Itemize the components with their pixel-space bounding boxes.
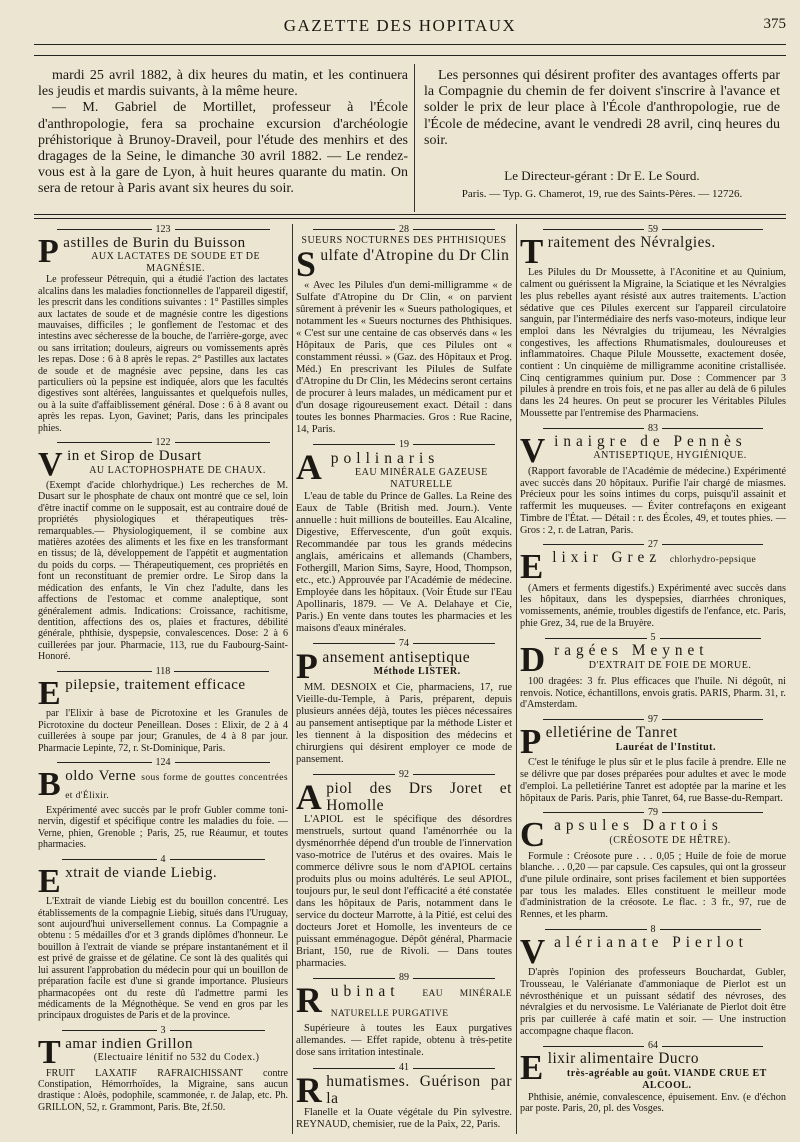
ad-subtitle: D'EXTRAIT DE FOIE DE MORUE. [588,660,752,672]
ad-body: par l'Elixir à base de Picrotoxine et les Granules de Picrotoxine du docteur Peneillean. Doses : Elixir, de 2 à 4 cuillerées à soupe par jour; Granules, de 4 à 8 par jour. Pharmacie Lepinte, 72, r. St-Dominique, Paris. [38,708,288,754]
ad-body: (Amers et ferments digestifs.) Expérimenté avec succès dans les hôpitaux, dans les dyspepsies, diarrhées chroniques, vomissements, anémie, troubles digestifs de l'enfance, etc. Paris, phie Grez, 34, rue de la Bruyère. [520,582,786,629]
ad-body: L'eau de table du Prince de Galles. La Reine des Eaux de Table (British med. Journ.). Vente annuelle : huit millions de bouteilles. Eau Alcaline, Digestive, Effervescente, d'un goût exquis. Recommandée par tous les grands médecins anglais, américains et allemands (Chambers, Fothergill, Marion Sims, Sayre, Hood, Thompson, etc., etc.) Approuvée par l'Académie de médecine. Employée dans les hôpitaux. (Voir Étude sur l'Eau Apollinaris, 1879. — Ve A. Delahaye et Cie, Paris.) En vente dans toutes les pharmacies et les maisons d'eaux minérales. [296,490,512,634]
advertisement [520,632,786,711]
ad-body: 100 dragées: 3 fr. Plus efficaces que l'huile. Ni dégoût, ni renvois. Notice, échantillons, envois gratis. PARIS, Pharm. 31, r. d'Amsterdam. [520,675,786,711]
ad-number: 8 [520,924,786,935]
ad-title: raitement des Névralgies. [547,234,716,251]
advertisement [38,224,288,434]
ad-title: ubinat [330,983,400,1001]
drop-cap: R [296,980,327,1021]
ad-title: ragées Meynet [554,642,709,660]
advertisement [38,757,288,851]
advertisement [520,807,786,921]
ad-body: Flanelle et la Ouate végétale du Pin sylvestre. REYNAUD, chemisier, rue de la Paix, 22, Paris. [296,1107,512,1131]
advertisement [520,539,786,629]
drop-cap: T [38,1033,62,1071]
ad-title: amar indien Grillon [65,1035,193,1052]
ad-body: D'après l'opinion des professeurs Bouchardat, Gubler, Trousseau, le Valérianate d'ammoniaque de Pierlot est un névrosthénique et un puissant sédatif des névroses, des névralgies et du nervosisme. Le Valérianate de Pierlot doit être pris par cuillerée à café matin et soir. — Une instruction accompagne chaque flacon. [520,967,786,1037]
drop-cap: P [38,233,60,270]
drop-cap: V [520,430,551,470]
advertisement [38,854,288,1022]
ad-title: lixir Grez [552,549,662,567]
ad-column-1 [38,224,288,1116]
ad-title: humatismes. Guérison par la [326,1073,512,1108]
ad-subtitle: (Electuaire lénitif no 532 du Codex.) [93,1052,260,1064]
drop-cap: E [520,547,549,587]
header-rule [34,44,786,45]
ad-number: 122 [38,437,288,448]
drop-cap: P [520,721,542,761]
ad-title: pilepsie, traitement efficace [65,676,246,693]
ad-title: inaigre de Pennès [554,432,747,450]
ad-subtitle: ANTISEPTIQUE, HYGIÉNIQUE. [593,450,747,462]
section-rule [34,214,786,215]
drop-cap: A [296,776,323,817]
ad-number: 118 [38,666,288,677]
ad-title: oldo Verne [65,767,137,784]
advertisement [38,1025,288,1113]
ad-body: C'est le ténifuge le plus sûr et le plus facile à prendre. Elle ne se délivre que par doses préparées pour adultes et avec le mode d'emploi. La pelletiérine Tanret est adoptée par la marine et les hôpitaux de Paris. Paris, phie Tanret, 64, rue Basse-du-Rempart. [520,757,786,804]
ad-number: 79 [520,807,786,818]
advertisement [38,666,288,754]
ad-number: 83 [520,423,786,434]
page-number: 375 [763,16,786,32]
ad-number: 28 [296,224,512,235]
column-separator [516,224,517,1134]
section-rule-2 [34,218,786,219]
drop-cap: B [38,765,62,803]
drop-cap: A [296,446,327,487]
ad-body: Supérieure à toutes les Eaux purgatives allemandes. — Effet rapide, obtenu à très-petite dose sans irritation intestinale. [296,1023,512,1059]
ad-number: 5 [520,632,786,643]
page-header [0,16,800,38]
announcement-right [424,68,780,149]
column-separator [292,224,293,1134]
announcement-paragraph: mardi 25 avril 1882, à dix heures du matin, et les continuera les jeudis et mardis suivants, à la même heure. [38,68,408,100]
ad-body: Expérimenté avec succès par le profr Gubler comme toni-nervin, digestif et spécifique contre les maladies du foie. — Verne, phien, Grenoble ; Paris, 25, rue Réaumur, et toutes pharmacies. [38,804,288,851]
drop-cap: V [520,931,551,971]
journal-title: GAZETTE DES HOPITAUX [283,16,517,35]
ad-title: xtrait de viande Liebig. [65,864,218,881]
advertisement [520,1040,786,1115]
announcement-paragraph: Les personnes qui désirent profiter des avantages offerts par la Compagnie du chemin de fer doivent s'inscrire à l'avance et solder le prix de leur place à l'École d'anthropologie, rue de l'École de médecine, avant le vendredi 28 avril, cinq heures du soir. [424,68,780,148]
ad-body: Les Pilules du Dr Moussette, à l'Aconitine et au Quinium, calment ou guérissent la Migraine, la Sciatique et les Névralgies les plus rebelles ayant résisté aux autres traitements. L'action sédative que ces Pilules exercent sur l'appareil circulatoire sanguin, par l'intermédiaire des nerfs vaso-moteurs, indique leur emploi dans les Névralgies du trijumeau, les Névralgies congestives, les affections Rhumatismales, douloureuses et inflammatoires. Chaque Pilule Moussette, exactement dosée, contient : Un cinquième de milligramme aconitine cristallisée. Cinq centigrammes quinium pur. Dose : Commencer par 3 pilules à prendre en trois fois, et ne pas aller au delà de 6 pilules dans les 24 heures. On peut se procurer les Véritables Pilules Moussette par l'entremise des Pharmaciens. [520,267,786,419]
advertisement [296,638,512,766]
ad-subtitle: EAU MINÉRALE GAZEUSE NATURELLE [355,466,488,490]
advertisement [296,972,512,1059]
ad-number: 27 [520,539,786,550]
ad-body: MM. DESNOIX et Cie, pharmaciens, 17, rue Vieille-du-Temple, à Paris, préparent, depuis plusieurs années déjà, toutes les pièces nécessaires au pansement antiseptique par la méthode Lister et les tiennent à la disposition des médecins et chirurgiens qui désirent employer ce mode de pansement. [296,681,512,765]
drop-cap: S [296,243,317,284]
ad-subtitle: chlorhydro-pepsique [669,555,757,566]
ad-body: L'APIOL est le spécifique des désordres menstruels, surtout quand l'aménorrhée ou la dysménorrhée dépend d'un trouble de l'innervation vaso-motrice de l'utérus et des ovaires. Mais le commerce délivre sous le nom d'APIOL certains produits plus ou moins adultérés. Le seul APIOL, toujours pur, le seul dont l'efficacité a été constatée dans les hôpitaux de Paris, notamment dans le service du docteur Marrotte, à la Pitié, est celui des docteurs Joret et Homolle, les inventeurs de ce puissant emménagogue. Dépôt général, Pharmacie Briant, 150, rue de Rivoli. — Dans toutes pharmacies. [296,813,512,969]
ad-title: apsules Dartois [554,817,723,835]
ad-column-2 [296,224,512,1134]
ad-column-3 [520,224,786,1118]
advertisement [520,714,786,804]
ad-subtitle: (CRÉOSOTE DE HÊTRE). [609,834,731,846]
advertisement [520,924,786,1038]
ad-title: astilles de Burin du Buisson [63,235,246,251]
drop-cap: D [520,640,551,680]
ad-subtitle: AUX LACTATES DE SOUDE ET DE MAGNÉSIE. [91,251,261,274]
advertisement [38,437,288,662]
ad-number: 123 [38,224,288,235]
ad-body: Le professeur Pétrequin, qui a étudié l'action des lactates alcalins dans les maladies fonctionnelles de l'appareil digestif, les prescrit dans les conditions suivantes : 1° Pastilles simples aux lactates de soude et de magnésie contre les digestions mauvaises, difficiles ; le gonflement de l'estomac et des intestins avec sécheresse de la bouche, de l'arrière-gorge, avec ou sans irritation; douleurs, aigreurs ou vomissements après les repas. Dose : 6 à 8 après le repas. 2° Pastilles aux lactates de soude et de magnésie avec pepsine, dans les cas particuliers où la pepsine est indiquée, alors que les facultés digestives sont altérées, languissantes et quelquefois nulles, ou à la suite d'affaiblissement général. Dose : 6 à 8 avant ou après les repas. Lyon, Gavinet; Paris, dans les principales phies. [38,274,288,434]
ad-title: alérianate Pierlot [554,933,748,951]
drop-cap: E [520,1048,544,1088]
header-rule-2 [34,55,786,56]
ad-number: 89 [296,972,512,983]
ad-title: in et Sirop de Dusart [67,448,202,465]
ad-subtitle: AU LACTOPHOSPHATE DE CHAUX. [89,464,266,476]
ad-title: lixir alimentaire Ducro [547,1050,699,1068]
advertisement [520,423,786,537]
ad-title: ulfate d'Atropine du Dr Clin [320,246,510,264]
ad-number: 64 [520,1040,786,1051]
ad-body: (Rapport favorable de l'Académie de médecine.) Expérimenté avec succès dans 20 hôpitaux. Purifie l'air chargé de miasmes. Précieux pour les soins intimes du corps, puisqu'il assainit et raffermit les muqueuses. — Éviter contrefaçons en exigeant Timbre de l'État. — Détail : r. des Écoles, 49, et toutes phies. — Gros : 2, r. de Latran, Paris. [520,465,786,536]
ad-subtitle: Méthode LISTER. [373,665,461,677]
ad-title: ansement antiseptique [322,648,471,666]
ad-body: Phthisie, anémie, convalescence, épuisement. Env. (e d'échon par poste. Paris, 20, pl. des Vosges. [520,1091,786,1115]
ad-subtitle: SUEURS NOCTURNES DES PHTHISIQUES [301,235,507,246]
ad-number: 4 [38,854,288,865]
ad-subtitle: sous forme de gouttes concentrées et d'Élixir. [65,772,288,802]
ad-number: 59 [520,224,786,235]
drop-cap: E [38,862,62,900]
advertisement [296,1062,512,1131]
advertisement [296,439,512,635]
printer-imprint: Paris. — Typ. G. Chamerot, 19, rue des Saints-Pères. — 12726. [461,188,743,200]
advertisement [296,224,512,436]
ad-number: 3 [38,1025,288,1036]
drop-cap: V [38,446,64,484]
ad-title: pollinaris [330,449,440,467]
ad-body: L'Extrait de viande Liebig est du bouillon concentré. Les établissements de la compagnie Liebig, situés dans l'Uruguay, sont aujourd'hui universellement connus. La Compagnie a obtenu : 5 médailles d'or et 3 grands diplômes d'honneur. Le bouillon à l'extrait de viande se prépare instantanément et il est privé de graisse et de gélatine. Ce sont là des qualités qui lui assurent l'approbation du médecin pour qui un bouillon de préparation facile est d'une si grande importance. Plusieurs pharmacopées ont du reste dû l'admettre parmi les médicaments de la Mégnothèque. Se vend en gros par les principaux droguistes de Paris et de la province. [38,896,288,1022]
ad-body: (Exempt d'acide chlorhydrique.) Les recherches de M. Dusart sur le phosphate de chaux ont montré que ce sel, loin d'être inactif comme on le supposait, est au contraire doué de propriétés physiologiques et thérapeutiques très-remarquables.— Physiologiquement, il se combine aux matières azotées des aliments et les fixe en les transformant en tissus; de là, développement de l'appétit et augmentation du poids du corps. — Thérapeutiquement, ces propriétés en font un reconstituant de premier ordre. Le Sirop dans la médication des enfants, le Vin chez l'adulte, dans les affections de l'estomac et comme analeptique, sont généralement admis. Indications: Croissance, rachitisme, dentition, affections des os, plaies et fractures, débilité générale, phthisie, dyspepsie, convalescences. Dose: 2 à 6 cuillerées par jour. Pharmacie, 113, rue du Faubourg-Saint-Honoré. [38,479,288,663]
drop-cap: R [296,1070,323,1111]
ad-subtitle: EAU MINÉRALE NATURELLE PURGATIVE [330,989,512,1020]
ad-number: 19 [296,439,512,450]
ad-number: 41 [296,1062,512,1073]
advertisement [520,224,786,420]
column-separator [414,64,415,212]
advertisement [296,769,512,970]
ad-title: piol des Drs Joret et Homolle [326,779,512,814]
announcement-paragraph: — M. Gabriel de Mortillet, professeur à l'École d'anthropologie, fera sa prochaine excursion d'archéologie préhistorique à Brunoy-Draveil, pour l'étude des menhirs et des dragages de la Seine, le dimanche 30 avril 1882. — Le rendez-vous est à la gare de Lyon, à huit heures quarante du matin. On sera de retour à Paris avant six heures du soir. [38,100,408,197]
announcement-left [38,68,408,198]
ad-body: FRUIT LAXATIF RAFRAICHISSANT contre Constipation, Hémorrhoïdes, la Migraine, sans aucun drastique : Aloès, podophile, scammonée, r. de Jalap, etc. Ph. GRILLON, 52, r. Grammont, Paris. Bte, 2f.50. [38,1067,288,1113]
ad-title: elletiérine de Tanret [545,723,678,741]
drop-cap: C [520,815,551,855]
ad-number: 124 [38,757,288,768]
ad-body: « Avec les Pilules d'un demi-milligramme « de Sulfate d'Atropine du Dr Clin, « on parvient sûrement à prévenir les « Sueurs pathologiques, et notamment les « Sueurs nocturnes des Phthisiques. « C'est sur une centaine de cas observés dans « les Hôpitaux de Paris, que ces Pilules ont « constamment réussi. » (Gaz. des Hôpitaux et Prog. Méd.) En prescrivant les Pilules de Sulfate d'Atropine du Dr Clin, les Médecins seront certains de procurer à leurs malades, un médicament pur et d'un dosage rigoureusement exact. Détail : dans toutes les bonnes Pharmacies. Gros : Rue Racine, 14, Paris. [296,280,512,435]
drop-cap: P [296,645,319,686]
editor-signature: Le Directeur-gérant : Dr E. Le Sourd. [504,168,700,183]
drop-cap: T [520,232,544,271]
drop-cap: E [38,674,62,712]
ad-subtitle: très-agréable au goût. VIANDE CRUE ET ALCOOL. [566,1068,767,1091]
ad-number: 74 [296,638,512,649]
ad-number: 92 [296,769,512,780]
ad-body: Formule : Créosote pure . . . 0,05 ; Huile de foie de morue blanche. . . 0,20 — par capsule. Ces capsules, qui ont la grosseur d'une pilule ordinaire, sont prises facilement et bien supportées par tous les malades. Elles constituent le meilleur mode d'administration de la créosote. Le flac. : 3 fr., 97, rue de Rennes, et les pharm. [520,850,786,921]
ad-number: 97 [520,714,786,725]
ad-subtitle: Lauréat de l'Institut. [615,741,716,753]
